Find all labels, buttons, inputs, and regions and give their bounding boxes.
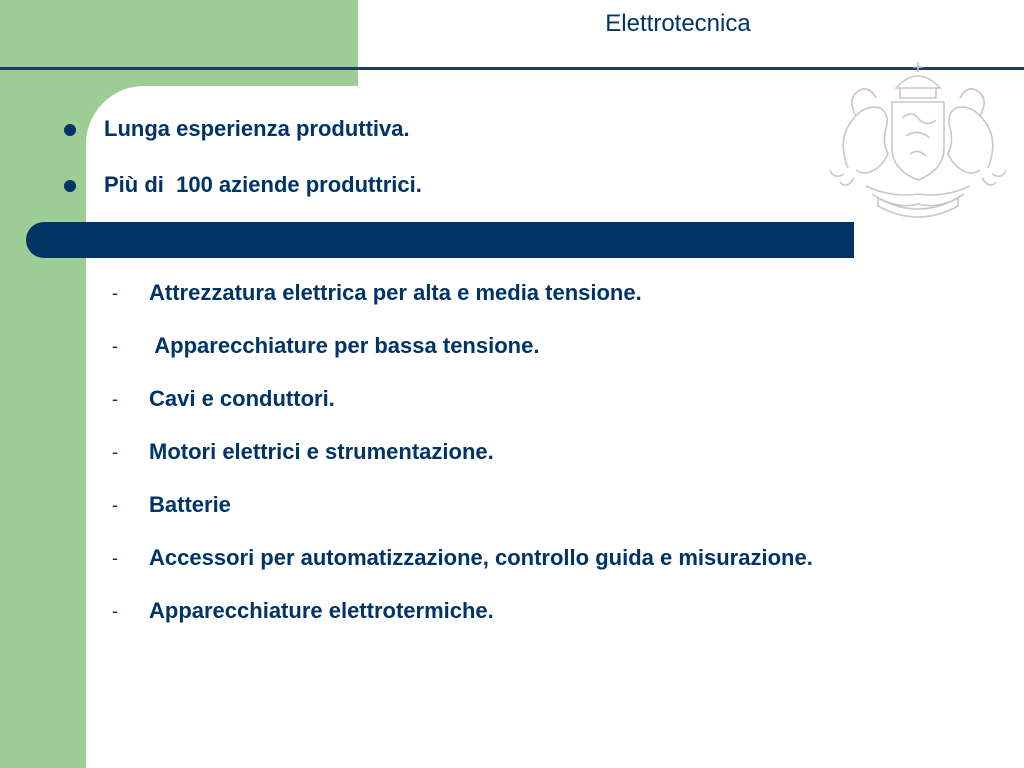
dash-item	[112, 329, 813, 382]
dash-item	[112, 382, 813, 435]
bullet-item	[64, 112, 422, 168]
bullet-dot-icon	[64, 124, 76, 136]
bullet-text: Più di 100 aziende produttrici.	[104, 172, 422, 197]
dash-marker: -	[112, 336, 118, 356]
dash-text: Cavi e conduttori.	[149, 386, 335, 411]
dash-marker: -	[112, 548, 118, 568]
dash-text: Motori elettrici e strumentazione.	[149, 439, 494, 464]
dash-marker: -	[112, 283, 118, 303]
dash-item	[112, 435, 813, 488]
dash-marker: -	[112, 601, 118, 621]
dash-list	[112, 276, 813, 647]
slide-title: Elettrotecnica	[605, 10, 751, 37]
bullet-text: Lunga esperienza produttiva.	[104, 116, 410, 141]
dash-item	[112, 276, 813, 329]
dash-text: Attrezzatura elettrica per alta e media tensione.	[149, 280, 642, 305]
dash-marker: -	[112, 495, 118, 515]
dash-marker: -	[112, 442, 118, 462]
dash-text: Apparecchiature elettrotermiche.	[149, 598, 494, 623]
dash-marker: -	[112, 389, 118, 409]
dash-text: Batterie	[149, 492, 231, 517]
bullet-list	[64, 112, 422, 224]
dash-text: Apparecchiature per bassa tensione.	[149, 333, 540, 358]
dash-item	[112, 541, 813, 594]
dash-item	[112, 488, 813, 541]
divider-bar	[26, 222, 854, 258]
dash-text: Accessori per automatizzazione, controllo guida e misurazione.	[149, 545, 813, 570]
bullet-item	[64, 168, 422, 224]
coat-of-arms-icon	[826, 58, 1010, 218]
bullet-dot-icon	[64, 180, 76, 192]
dash-item	[112, 594, 813, 647]
